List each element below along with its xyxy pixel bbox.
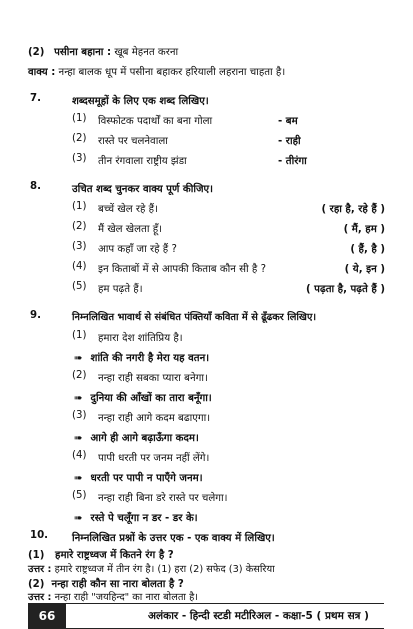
question-title: निम्नलिखित भावार्थ से संबंधित पंक्तियाँ कविता में से ढूँढकर लिखिए।: [72, 312, 317, 323]
item-label: (2): [28, 47, 45, 58]
list-item-label: (5): [72, 490, 87, 501]
list-item-label: (2): [72, 370, 87, 381]
subquestion-label: (2): [28, 579, 45, 590]
list-item-text: पापी धरती पर जनम नहीं लेंगे।: [98, 453, 210, 464]
question-title: शब्दसमूहों के लिए एक शब्द लिखिए।: [72, 96, 209, 107]
subquestion-label: (1): [28, 550, 45, 561]
answer-label: उत्तर :: [28, 592, 52, 603]
answer-line: [74, 430, 199, 444]
answer-text: शांति की नगरी है मेरा यह वतन।: [90, 353, 210, 364]
footer-text: अलंकार - हिन्दी स्टडी मटीरिअल - कक्षा-5 ( प्रथम सत्र ): [148, 610, 369, 622]
answer-label: उत्तर :: [28, 564, 52, 575]
question-number: 9.: [30, 310, 41, 321]
list-item-options: ( ये, इन ): [344, 264, 385, 275]
answer: [28, 590, 198, 603]
list-item-text: नन्हा राही बिना डरे रास्ते पर चलेगा।: [98, 493, 228, 504]
answer-line: [74, 470, 203, 484]
list-item-text: आप कहाँ जा रहे हैं ?: [98, 244, 177, 255]
subquestion: [28, 576, 184, 590]
list-item-label: (1): [72, 113, 87, 124]
subquestion-text: हमारे राष्ट्रध्वज में कितने रंग है ?: [55, 550, 174, 561]
answer-text: रस्ते पे चलूँगा न डर - डर के।: [90, 513, 198, 524]
answer-text: नन्हा राही "जयहिन्द" का नारा बोलता है।: [51, 592, 198, 603]
question-number: 10.: [30, 530, 49, 541]
subquestion-text: नन्हा राही कौन सा नारा बोलता है ?: [51, 579, 184, 590]
list-item-label: (3): [72, 410, 87, 421]
answer-line: [74, 390, 212, 404]
question-title: निम्नलिखित प्रश्नों के उत्तर एक - एक वाक्य में लिखिए।: [72, 533, 275, 544]
answer-line: [74, 350, 209, 364]
list-item-text: बच्चें खेल रहे हैं।: [98, 204, 158, 215]
list-item-options: ( रहा है, रहे हैं ): [321, 204, 385, 215]
list-item-text: हम पढ़ते हैं।: [98, 284, 143, 295]
page-footer: [28, 603, 384, 629]
list-item-label: (2): [72, 221, 87, 232]
list-item-label: (3): [72, 241, 87, 252]
arrow-icon: ➠: [74, 353, 83, 364]
list-item-label: (5): [72, 281, 87, 292]
list-item-text: नन्हा राही आगे कदम बढाएगा।: [98, 413, 211, 424]
list-item-text: रास्ते पर चलनेवाला: [98, 136, 168, 147]
answer-text: हमारे राष्ट्रध्वज में तीन रंग है। (1) हरा (2) सफेद (3) केसरिया: [54, 564, 275, 575]
list-item-text: मैं खेल खेलता हूँ।: [98, 224, 163, 235]
arrow-icon: ➠: [74, 473, 83, 484]
list-item-answer: - तीरंगा: [278, 156, 307, 167]
list-item-label: (3): [72, 153, 87, 164]
list-item-label: (1): [72, 201, 87, 212]
list-item-options: ( हैं, है ): [350, 244, 385, 255]
subquestion: [28, 547, 174, 561]
list-item-options: ( पढ़ता है, पढ़ते हैं ): [305, 284, 385, 295]
list-item-answer: - बम: [278, 116, 298, 127]
list-item-text: तीन रंगवाला राष्ट्रीय झंडा: [98, 156, 187, 167]
list-item-text: हमारा देश शांतिप्रिय है।: [98, 333, 183, 344]
question-title: उचित शब्द चुनकर वाक्य पूर्ण कीजिए।: [72, 184, 214, 195]
idiom-meaning: खूब मेहनत करना: [114, 47, 179, 58]
question-number: 8.: [30, 181, 41, 192]
arrow-icon: ➠: [74, 513, 83, 524]
list-item-answer: - राही: [278, 136, 301, 147]
answer-text: आगे ही आगे बढ़ाऊँगा कदम।: [90, 433, 199, 444]
list-item-text: नन्हा राही सबका प्यारा बनेगा।: [98, 373, 208, 384]
answer-line: [74, 510, 198, 524]
answer-text: धरती पर पापी न पाएँगे जनम।: [90, 473, 203, 484]
sentence-text: नन्हा बालक धूप में पसीना बहाकर हरियाली लहराना चाहता है।: [58, 67, 286, 78]
list-item-label: (4): [72, 450, 87, 461]
list-item-text: इन किताबों में से आपकी किताब कौन सी है ?: [98, 264, 266, 275]
list-item-label: (2): [72, 133, 87, 144]
top-sentence: [28, 64, 285, 78]
top-item: [28, 44, 178, 58]
page-number: 66: [28, 604, 66, 628]
arrow-icon: ➠: [74, 393, 83, 404]
sentence-label: वाक्य :: [28, 67, 56, 78]
answer: [28, 562, 275, 575]
list-item-label: (1): [72, 330, 87, 341]
list-item-options: ( मैं, हम ): [343, 224, 385, 235]
question-number: 7.: [30, 93, 41, 104]
idiom-phrase: पसीना बहाना :: [54, 47, 112, 58]
list-item-label: (4): [72, 261, 87, 272]
answer-text: दुनिया की आँखों का तारा बनूँगा।: [90, 393, 212, 404]
arrow-icon: ➠: [74, 433, 83, 444]
list-item-text: विस्फोटक पदार्थों का बना गोला: [98, 116, 213, 127]
